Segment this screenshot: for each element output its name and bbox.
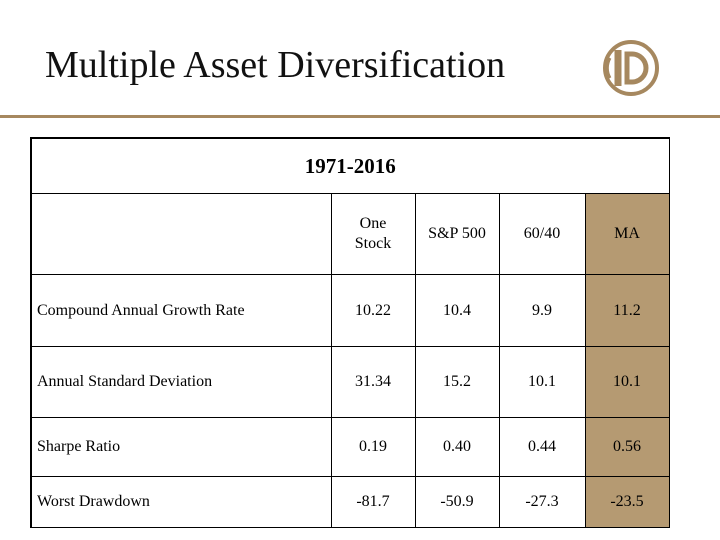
table-cell: 0.40 bbox=[415, 418, 499, 477]
row-label: Compound Annual Growth Rate bbox=[31, 275, 331, 347]
title-divider bbox=[0, 115, 720, 118]
table-row bbox=[31, 418, 669, 477]
table-cell-ma: 10.1 bbox=[585, 347, 669, 418]
empty-header-cell bbox=[31, 194, 331, 275]
column-header-60-40: 60/40 bbox=[499, 194, 585, 275]
table-row bbox=[31, 347, 669, 418]
table-cell: 15.2 bbox=[415, 347, 499, 418]
table-row bbox=[31, 477, 669, 528]
table-cell: -81.7 bbox=[331, 477, 415, 528]
table-cell: 10.4 bbox=[415, 275, 499, 347]
table-cell: 9.9 bbox=[499, 275, 585, 347]
table-cell: -50.9 bbox=[415, 477, 499, 528]
circle-d-logo-icon bbox=[596, 38, 666, 98]
table-cell: 10.22 bbox=[331, 275, 415, 347]
diversification-table bbox=[30, 137, 668, 523]
slide-title: Multiple Asset Diversification bbox=[45, 44, 506, 86]
column-header-ma: MA bbox=[585, 194, 669, 275]
table-row bbox=[31, 275, 669, 347]
table-cell: -27.3 bbox=[499, 477, 585, 528]
row-label: Sharpe Ratio bbox=[31, 418, 331, 477]
table-cell-ma: 11.2 bbox=[585, 275, 669, 347]
column-header-one-stock: One Stock bbox=[331, 194, 415, 275]
table-cell: 31.34 bbox=[331, 347, 415, 418]
column-header-sp500: S&P 500 bbox=[415, 194, 499, 275]
row-label: Annual Standard Deviation bbox=[31, 347, 331, 418]
table-cell-ma: -23.5 bbox=[585, 477, 669, 528]
table-cell: 0.44 bbox=[499, 418, 585, 477]
table-cell-ma: 0.56 bbox=[585, 418, 669, 477]
table-cell: 0.19 bbox=[331, 418, 415, 477]
period-header: 1971-2016 bbox=[31, 138, 669, 194]
row-label: Worst Drawdown bbox=[31, 477, 331, 528]
table-cell: 10.1 bbox=[499, 347, 585, 418]
